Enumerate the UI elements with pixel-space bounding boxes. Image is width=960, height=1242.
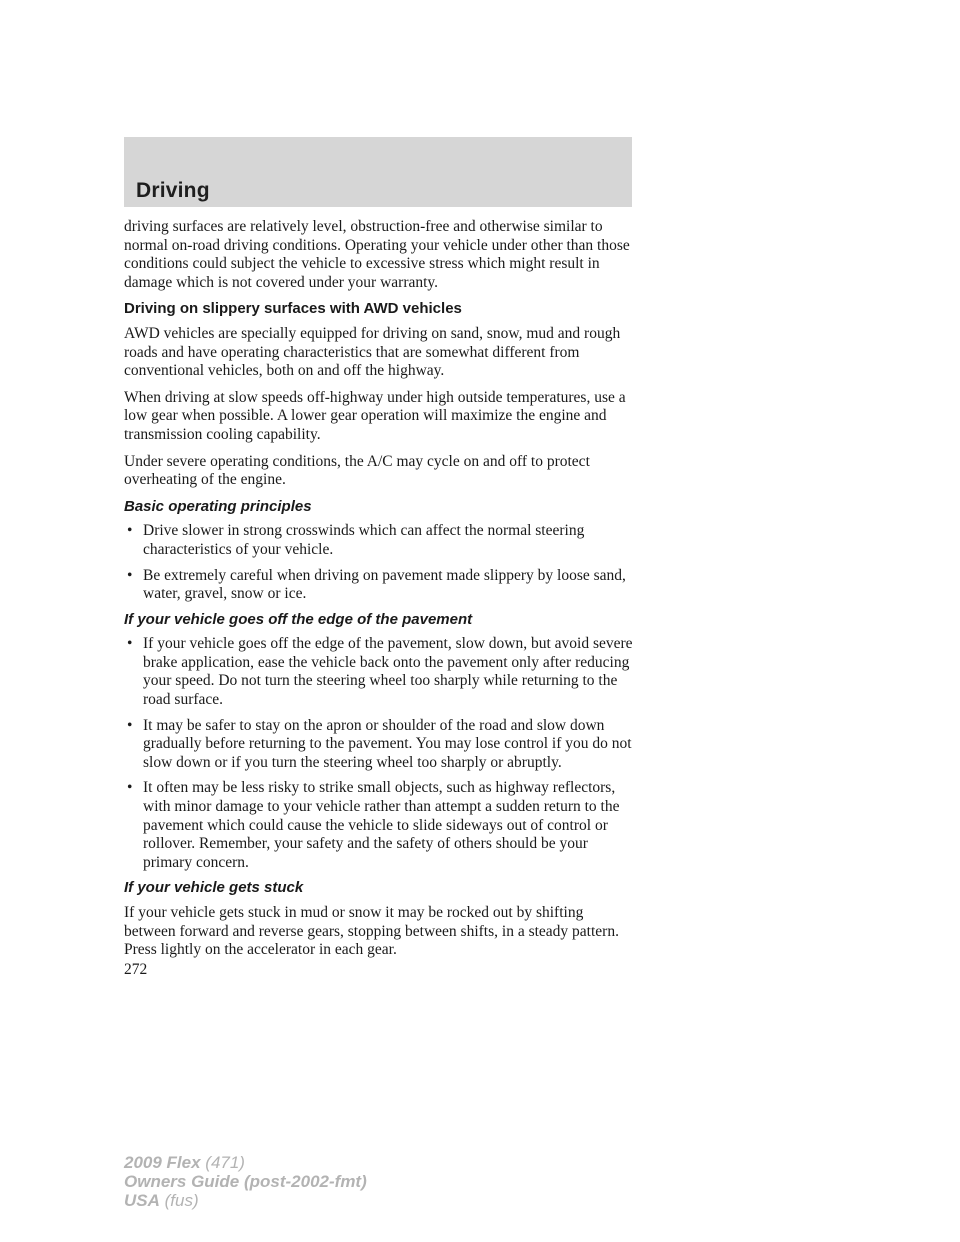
list-item-text: If your vehicle goes off the edge of the pavement, slow down, but avoid severe brake application, ease the vehicle back onto the pavement only after reducing your speed. Do not turn the steering wheel too sharply while returning to the road surface. <box>143 635 633 709</box>
list-item <box>124 567 636 604</box>
list-item <box>124 717 636 773</box>
awd-paragraph-3: Under severe operating conditions, the A/C may cycle on and off to protect overheating of the engine. <box>124 452 590 489</box>
awd-paragraph-1: AWD vehicles are specially equipped for driving on sand, snow, mud and rough roads and have operating characteristics that are somewhat different from conventional vehicles, both on and off the highway. <box>124 324 621 380</box>
section-title: Driving <box>136 179 210 202</box>
footer-line-1 <box>124 1153 367 1172</box>
list-item-text: Be extremely careful when driving on pavement made slippery by loose sand, water, gravel, snow or ice. <box>143 566 626 603</box>
pavement-edge-heading: If your vehicle goes off the edge of the pavement <box>124 610 473 628</box>
list-item-text: It may be safer to stay on the apron or shoulder of the road and slow down gradually before returning to the pavement. You may lose control if you do not slow down or if you turn the steering wheel too sharply or abruptly. <box>143 716 632 771</box>
footer-line-3 <box>124 1191 367 1210</box>
footer-market-code: (fus) <box>159 1191 199 1210</box>
bullet-glyph: • <box>127 779 133 797</box>
list-item <box>124 522 636 559</box>
bullet-glyph: • <box>127 566 133 584</box>
list-item-text: It often may be less risky to strike small objects, such as highway reflectors, with minor damage to your vehicle rather than attempt a sudden return to the pavement which could cause the vehicle to slide sideways out of control or rollover. Remember, your safety and the safety of others should be your primary concern. <box>143 779 620 871</box>
list-item <box>124 779 636 872</box>
page-number: 272 <box>124 961 148 978</box>
section-header-band <box>124 137 632 207</box>
footer-guide-type: Owners Guide (post-2002-fmt) <box>124 1172 367 1191</box>
vehicle-stuck-heading: If your vehicle gets stuck <box>124 879 304 897</box>
bullet-glyph: • <box>127 635 133 653</box>
awd-heading: Driving on slippery surfaces with AWD vehicles <box>124 300 462 318</box>
list-item <box>124 635 636 709</box>
basic-principles-heading: Basic operating principles <box>124 497 312 515</box>
basic-principles-list <box>124 522 636 603</box>
vehicle-stuck-paragraph: If your vehicle gets stuck in mud or snow it may be rocked out by shifting between forward and reverse gears, stopping between shifts, in a steady pattern. Press lightly on the accelerator in each gear. <box>124 904 619 959</box>
footer-model: 2009 Flex <box>124 1153 201 1172</box>
awd-paragraph-2: When driving at slow speeds off-highway under high outside temperatures, use a low gear when possible. A lower gear operation will maximize the engine and transmission cooling capability. <box>124 388 626 443</box>
document-footer <box>124 1153 367 1210</box>
bullet-glyph: • <box>127 716 133 734</box>
footer-line-2 <box>124 1172 367 1191</box>
intro-paragraph: driving surfaces are relatively level, obstruction-free and otherwise similar to normal on-road driving conditions. Operating your vehicle under other than those conditions could subject the vehicle to excessive stress which might result in damage which is not covered under your warranty. <box>124 218 630 291</box>
footer-model-code: (471) <box>200 1153 245 1172</box>
page-content <box>124 218 636 968</box>
bullet-glyph: • <box>127 522 133 540</box>
footer-market: USA <box>124 1191 160 1210</box>
pavement-edge-list <box>124 635 636 872</box>
list-item-text: Drive slower in strong crosswinds which can affect the normal steering characteristics of your vehicle. <box>143 522 585 558</box>
